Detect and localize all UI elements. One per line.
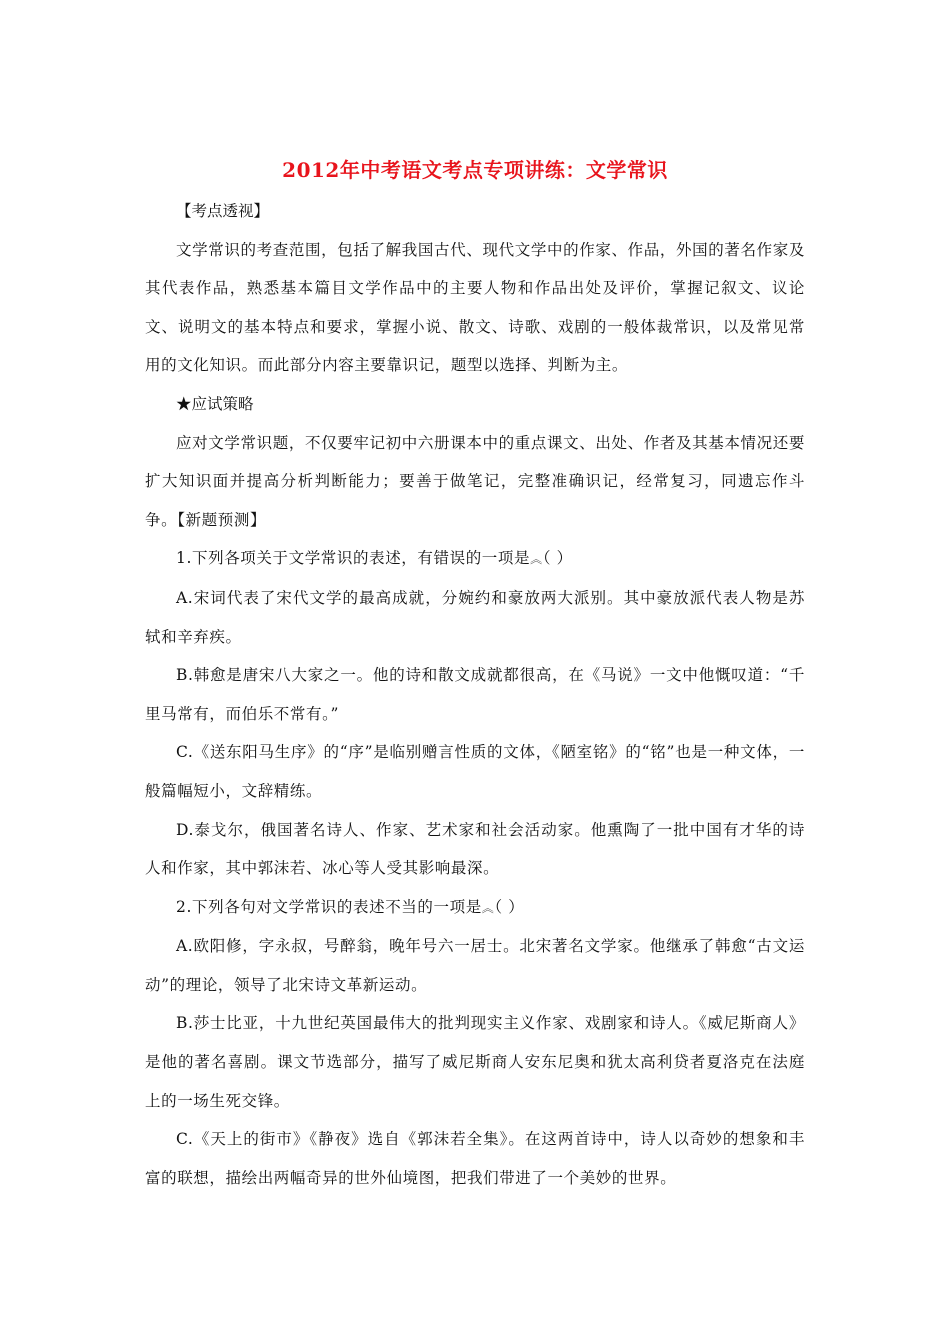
- section-heading-focus: 【考点透视】: [176, 202, 270, 220]
- document-page: [145, 148, 805, 1197]
- question-1-option-a: A.宋词代表了宋代文学的最高成就，分婉约和豪放两大派别。其中豪放派代表人物是苏轼和辛弃疾。: [145, 588, 805, 646]
- question-1-mark: ︽: [530, 552, 543, 567]
- question-1-bracket: （ ）: [542, 549, 573, 568]
- question-1-text: 1.下列各项关于文学常识的表述，有错误的一项是: [176, 549, 531, 568]
- question-2-option-a: A.欧阳修，字永叔，号醉翁，晚年号六一居士。北宋著名文学家。他继承了韩愈“古文运动”的理论，领导了北宋诗文革新运动。: [145, 937, 805, 994]
- question-1-option-b: B.韩愈是唐宋八大家之一。他的诗和散文成就都很高，在《马说》一文中他慨叹道：“千里马常有，而伯乐不常有。”: [145, 666, 805, 723]
- strategy-paragraph: 应对文学常识题，不仅要牢记初中六册课本中的重点课文、出处、作者及其基本情况还要扩大知识面并提高分析判断能力；要善于做笔记，完整准确识记，经常复习，同遗忘作斗争。【新题预测】: [145, 433, 805, 529]
- section-heading-strategy: ★应试策略: [176, 394, 254, 413]
- question-2-mark: ︽: [481, 900, 495, 915]
- question-1-option-d: D.泰戈尔，俄国著名诗人、作家、艺术家和社会活动家。他熏陶了一批中国有才华的诗人和作家，其中郭沫若、冰心等人受其影响最深。: [145, 820, 805, 878]
- focus-paragraph: 文学常识的考查范围，包括了解我国古代、现代文学中的作家、作品，外国的著名作家及其代表作品，熟悉基本篇目文学作品中的主要人物和作品出处及评价，掌握记叙文、议论文、说明文的基本特点和要求，掌握小说、散文、诗歌、戏剧的一般体裁常识，以及常见常用的文化知识。而此部分内容主要靠识记，题型以选择、判断为主。: [145, 240, 805, 375]
- document-title: 2012年中考语文考点专项讲练：文学常识: [282, 158, 668, 182]
- question-1-option-c: C.《送东阳马生序》的“序”是临别赠言性质的文体，《陋室铭》的“铭”也是一种文体，一般篇幅短小，文辞精练。: [145, 743, 805, 800]
- question-2-stem: [145, 888, 805, 928]
- question-2-text: 2.下列各句对文学常识的表述不当的一项是: [176, 897, 482, 916]
- question-1-stem: [145, 539, 805, 579]
- question-2-option-c: C.《天上的街市》《静夜》选自《郭沫若全集》。在这两首诗中，诗人以奇妙的想象和丰富的联想，描绘出两幅奇异的世外仙境图，把我们带进了一个美妙的世界。: [145, 1130, 805, 1187]
- question-2-option-b: B.莎士比亚，十九世纪英国最伟大的批判现实主义作家、戏剧家和诗人。《威尼斯商人》是他的著名喜剧。课文节选部分，描写了威尼斯商人安东尼奥和犹太高利贷者夏洛克在法庭上的一场生死交锋。: [145, 1014, 805, 1110]
- question-2-bracket: （ ）: [494, 897, 525, 916]
